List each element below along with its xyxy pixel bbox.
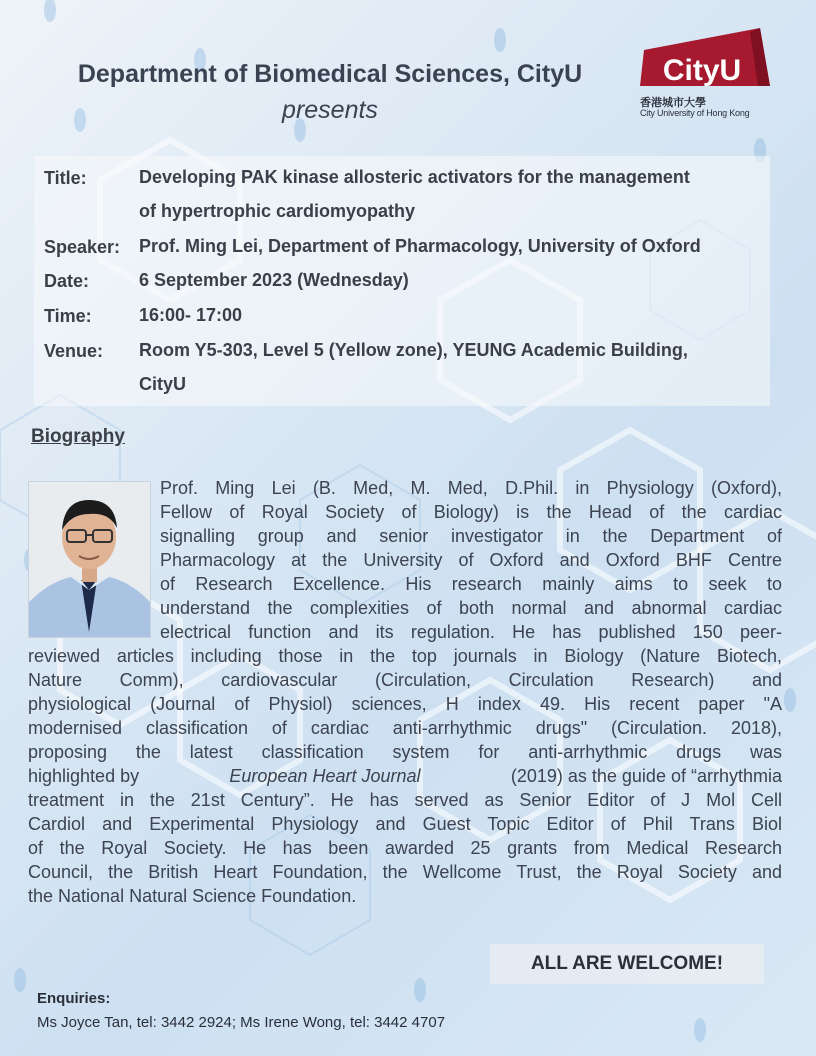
biography-line: Cardiol and Experimental Physiology and Guest Topic Editor of Phil Trans Biol xyxy=(28,814,782,834)
biography-line: Prof. Ming Lei (B. Med, M. Med, D.Phil. in Physiology (Oxford), xyxy=(160,478,782,498)
biography-line: the National Natural Science Foundation. xyxy=(28,886,357,906)
biography-line: electrical function and its regulation. He has published 150 peer- xyxy=(160,622,782,642)
biography-text-fragment: (2019) as the guide of “arrhythmia xyxy=(510,766,782,786)
biography-line: physiological (Journal of Physiol) sciences, H index 49. His recent paper "A xyxy=(28,694,782,714)
biography-line: Fellow of Royal Society of Biology) is the Head of the cardiac xyxy=(160,502,782,522)
page-title: Department of Biomedical Sciences, CityU xyxy=(77,60,583,88)
logo-wordmark: CityU xyxy=(662,54,742,87)
biography-line: understand the complexities of both normal and abnormal cardiac xyxy=(160,598,782,618)
biography-line: Council, the British Heart Foundation, the Wellcome Trust, the Royal Society and xyxy=(28,862,782,882)
title-label: Title: xyxy=(44,168,87,188)
speaker-value: Prof. Ming Lei, Department of Pharmacology, University of Oxford xyxy=(139,236,701,256)
welcome-banner: ALL ARE WELCOME! xyxy=(490,944,764,984)
biography-heading: Biography xyxy=(31,426,125,447)
venue-label: Venue: xyxy=(44,341,104,361)
biography-line: signalling group and senior investigator in the Department of xyxy=(160,526,782,546)
venue-value-line1: Room Y5-303, Level 5 (Yellow zone), YEUNG Academic Building, xyxy=(139,340,688,360)
title-value-line1: Developing PAK kinase allosteric activators for the management xyxy=(139,167,690,187)
biography-line: Nature Comm), cardiovascular (Circulation, Circulation Research) and xyxy=(28,670,782,690)
enquiries-contacts: Ms Joyce Tan, tel: 3442 2924; Ms Irene Wong, tel: 3442 4707 xyxy=(37,1014,446,1031)
time-value: 16:00- 17:00 xyxy=(139,305,243,325)
logo-english-name: City University of Hong Kong xyxy=(640,108,750,118)
biography-text-fragment: highlighted by xyxy=(28,766,140,786)
time-label: Time: xyxy=(44,306,92,326)
biography-line xyxy=(28,764,782,788)
speaker-label: Speaker: xyxy=(44,237,121,257)
journal-name: European Heart Journal xyxy=(229,766,421,786)
biography-line: treatment in the 21st Century”. He has served as Senior Editor of J Mol Cell xyxy=(28,790,782,810)
date-label: Date: xyxy=(44,271,90,291)
speaker-photo xyxy=(28,481,151,638)
page-subtitle: presents xyxy=(282,96,378,124)
logo-chinese-name: 香港城市大學 xyxy=(640,97,706,109)
title-value-line2: of hypertrophic cardiomyopathy xyxy=(139,201,416,221)
biography-line: of the Royal Society. He has been awarded 25 grants from Medical Research xyxy=(28,838,782,858)
biography-line: of Research Excellence. His research mainly aims to seek to xyxy=(160,574,782,594)
biography-line: modernised classification of cardiac anti-arrhythmic drugs" (Circulation. 2018), xyxy=(28,718,782,738)
venue-value-line2: CityU xyxy=(139,374,187,394)
enquiries-heading: Enquiries: xyxy=(37,990,111,1007)
biography-line: proposing the latest classification system for anti-arrhythmic drugs was xyxy=(28,742,782,762)
biography-line: Pharmacology at the University of Oxford and Oxford BHF Centre xyxy=(160,550,782,570)
biography-line: reviewed articles including those in the top journals in Biology (Nature Biotech, xyxy=(28,646,782,666)
date-value: 6 September 2023 (Wednesday) xyxy=(139,270,409,290)
